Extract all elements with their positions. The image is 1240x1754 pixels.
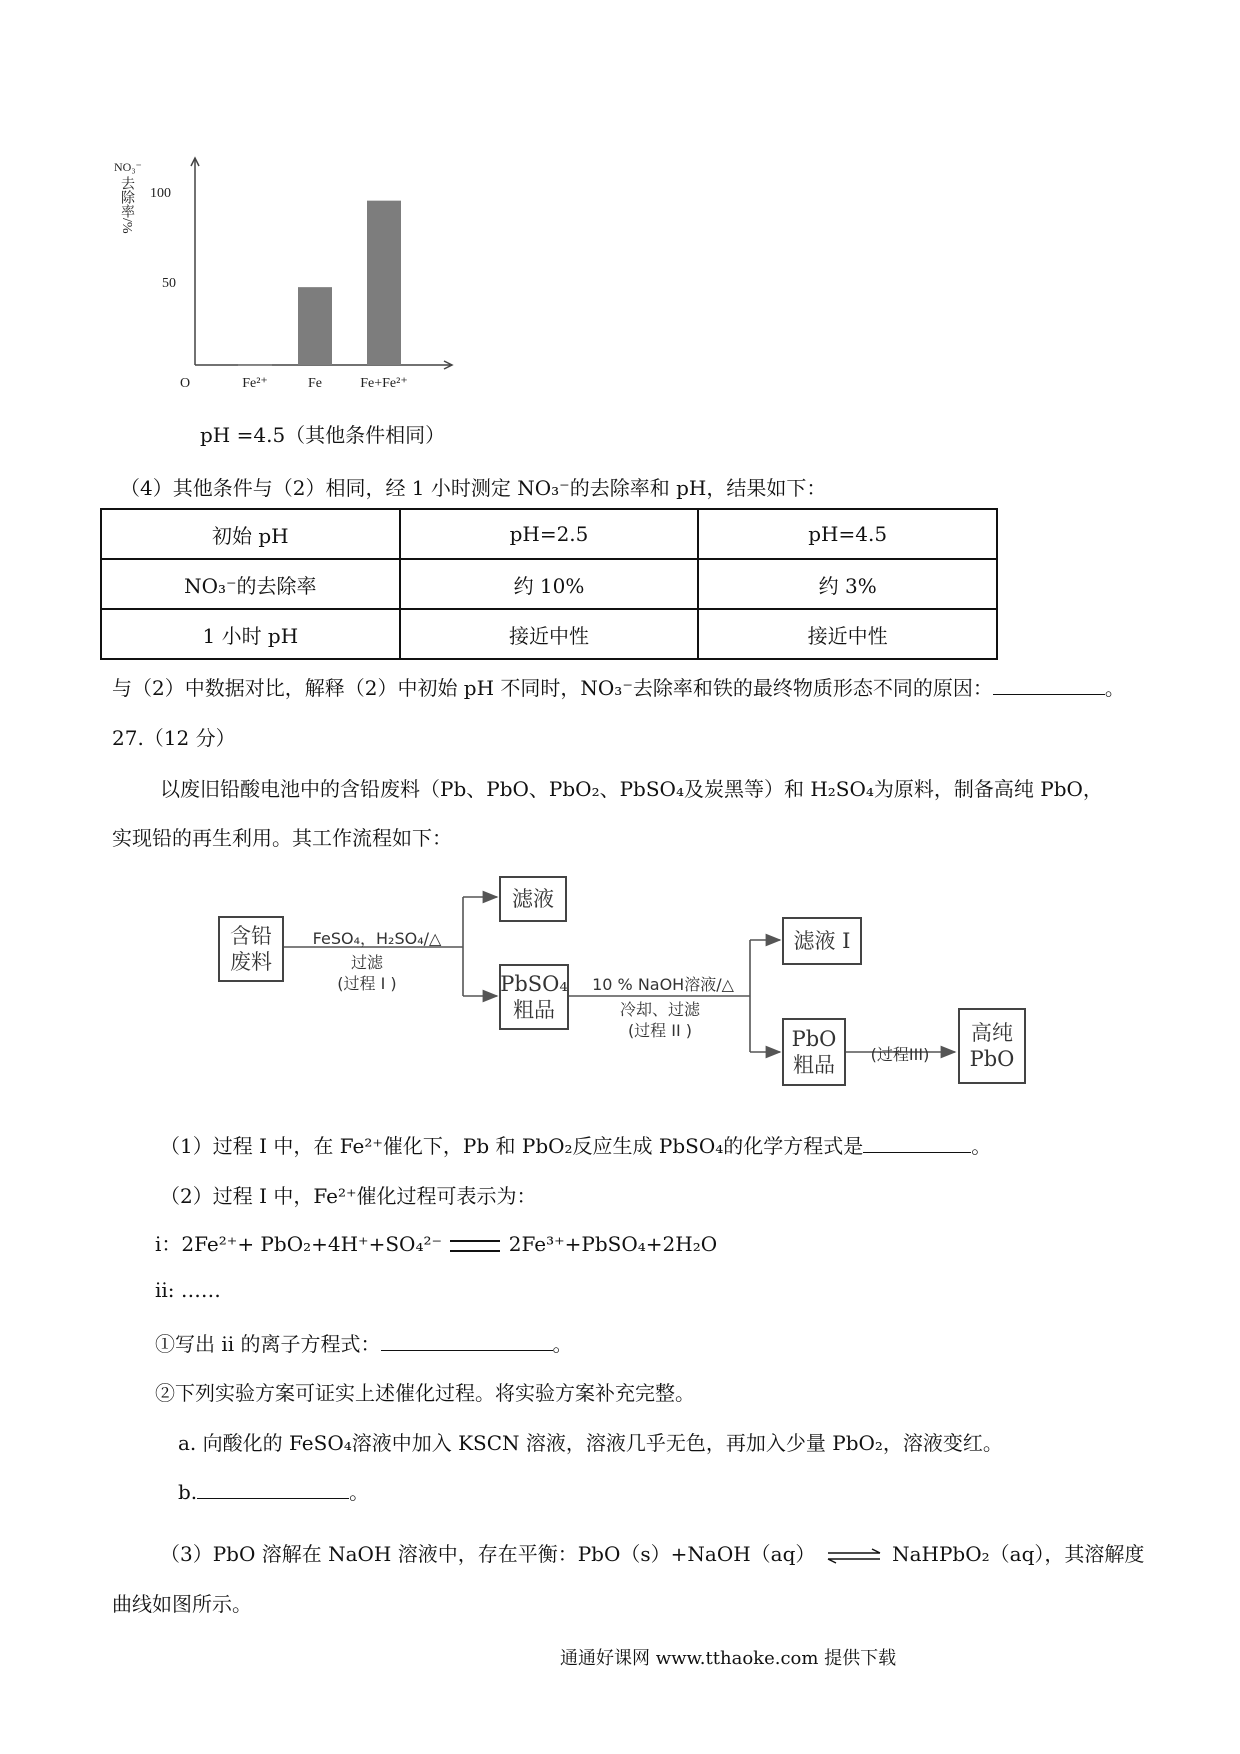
- y-axis-label: 去除率/%: [119, 176, 134, 234]
- x-tick-label: Fe: [308, 376, 322, 391]
- q1: （1）过程 I 中，在 Fe²⁺催化下，Pb 和 PbO₂反应生成 PbSO₄的化学方程式是 。: [160, 1134, 992, 1158]
- q4-intro: （4）其他条件与（2）相同，经 1 小时测定 NO₃⁻的去除率和 pH，结果如下：: [120, 476, 827, 500]
- table-cell: NO₃⁻的去除率: [101, 559, 400, 609]
- x-tick-label: Fe²⁺: [242, 376, 268, 391]
- q2-sub2: ②下列实验方案可证实上述催化过程。将实验方案补充完整。: [155, 1381, 695, 1405]
- equilibrium-arrow-icon: [826, 1548, 882, 1564]
- y-tick-50: 50: [162, 276, 176, 291]
- q2-plan-a: a. 向酸化的 FeSO₄溶液中加入 KSCN 溶液，溶液几乎无色，再加入少量 PbO₂，溶液变红。: [178, 1431, 1003, 1455]
- chart-caption: pH =4.5（其他条件相同）: [200, 423, 446, 447]
- step3-process: (过程III): [870, 1045, 930, 1064]
- answer-blank: [197, 1480, 349, 1499]
- box-lead-waste: 含铅 废料: [218, 916, 284, 982]
- bar: [367, 201, 401, 365]
- table-cell: pH=2.5: [400, 509, 699, 559]
- step2-reagents: 10 % NaOH溶液/△: [592, 975, 734, 994]
- q27-intro-2: 实现铅的再生利用。其工作流程如下：: [112, 826, 452, 850]
- q2: （2）过程 I 中，Fe²⁺催化过程可表示为：: [160, 1184, 537, 1208]
- y-tick-100: 100: [150, 186, 171, 201]
- table-cell: 约 3%: [698, 559, 997, 609]
- step1-process: 过滤 (过程 I ): [337, 953, 397, 993]
- x-tick-label: Fe+Fe²⁺: [360, 376, 408, 391]
- q2-plan-b: b. 。: [178, 1480, 370, 1504]
- table-cell: 初始 pH: [101, 509, 400, 559]
- table-row: [101, 609, 997, 659]
- footer: 通通好课网 www.tthaoke.com 提供下载: [560, 1648, 897, 1669]
- bar-chart: [100, 140, 480, 440]
- table-row: [101, 509, 997, 559]
- box-pbo-pure: 高纯 PbO: [958, 1008, 1026, 1084]
- y-axis-label-top: NO₃⁻: [114, 160, 142, 174]
- q2-step-ii: ii: ……: [155, 1278, 221, 1302]
- box-pbo-crude: PbO 粗品: [782, 1018, 846, 1086]
- q4-question: 与（2）中数据对比，解释（2）中初始 pH 不同时，NO₃⁻去除率和铁的最终物质形态不同的原因： 。: [112, 676, 1125, 700]
- q3: （3）PbO 溶解在 NaOH 溶液中，存在平衡：PbO（s）+NaOH（aq） NaHPbO₂（aq），其溶解度: [160, 1542, 1145, 1566]
- q2-sub1: ①写出 ii 的离子方程式： 。: [155, 1332, 573, 1356]
- equals-sign: [450, 1240, 500, 1252]
- answer-blank: [863, 1134, 971, 1153]
- table-cell: 约 10%: [400, 559, 699, 609]
- q27-intro-1: 以废旧铅酸电池中的含铅废料（Pb、PbO、PbO₂、PbSO₄及炭黑等）和 H₂SO₄为原料，制备高纯 PbO，: [160, 777, 1103, 801]
- box-filtrate-1: 滤液 I: [782, 917, 862, 965]
- q3-line2: 曲线如图所示。: [112, 1592, 252, 1616]
- answer-blank: [381, 1332, 553, 1351]
- table-cell: pH=4.5: [698, 509, 997, 559]
- table-cell: 接近中性: [698, 609, 997, 659]
- step2-process: 冷却、过滤 (过程 II ): [619, 1000, 700, 1040]
- table-row: [101, 559, 997, 609]
- origin-label: O: [180, 376, 191, 391]
- box-filtrate: 滤液: [499, 876, 567, 922]
- table-cell: 1 小时 pH: [101, 609, 400, 659]
- table-cell: 接近中性: [400, 609, 699, 659]
- q2-step-i: i：2Fe²⁺+ PbO₂+4H⁺+SO₄²⁻ 2Fe³⁺+PbSO₄+2H₂O: [155, 1232, 718, 1256]
- bar: [298, 287, 332, 365]
- q27-number: 27.（12 分）: [112, 726, 236, 750]
- step1-reagents: FeSO₄，H₂SO₄/△: [312, 929, 442, 948]
- bar: [238, 364, 272, 366]
- chart-plot: [100, 140, 480, 440]
- result-table: [100, 508, 998, 660]
- box-pbso4-crude: PbSO₄ 粗品: [499, 964, 569, 1030]
- answer-blank: [993, 676, 1105, 695]
